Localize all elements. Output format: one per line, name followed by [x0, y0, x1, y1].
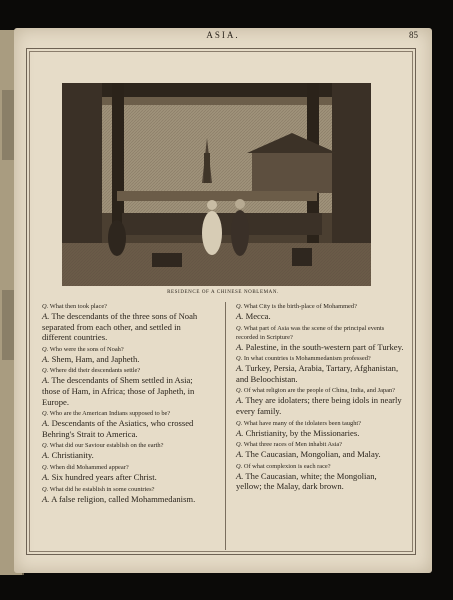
chinese-residence-engraving — [62, 83, 371, 286]
question: Q. Who are the American Indians supposed to be? — [42, 410, 171, 418]
question: Q. What did our Saviour establish on the earth? — [42, 442, 164, 450]
question: Q. What City is the birth-place of Mohammed? — [236, 303, 357, 310]
qa-item — [236, 354, 404, 384]
answer: A. Turkey, Persia, Arabia, Tartary, Afghanistan, and Beloochistan. — [236, 363, 399, 384]
qa-item — [42, 409, 210, 439]
question: Q. What have many of the idolaters been taught? — [236, 419, 361, 427]
question: Q. What then took place? — [42, 303, 108, 310]
answer: A. Descendants of the Asiatics, who crossed Behring's Strait to America. — [42, 418, 194, 439]
question: Q. In what countries is Mohammedanism professed? — [236, 355, 371, 363]
question: Q. Where did their descendants settle? — [42, 367, 141, 375]
answer: A. The Caucasian, white; the Mongolian, yellow; the Malay, dark brown. — [236, 470, 377, 492]
qa-item — [42, 441, 210, 461]
qa-item — [42, 463, 210, 483]
answer: A. A false religion, called Mohammedanism. — [42, 493, 196, 504]
question: Q. Who were the sons of Noah? — [42, 345, 124, 353]
illustration-caption: RESIDENCE OF A CHINESE NOBLEMAN. — [167, 290, 279, 295]
engraving-illustration — [62, 83, 371, 286]
qa-item — [236, 419, 404, 439]
qa-item — [236, 324, 404, 353]
left-column — [42, 302, 210, 506]
running-header: ASIA. — [206, 30, 240, 40]
book-page — [14, 28, 432, 573]
answer: A. Christianity. — [42, 450, 94, 461]
answer: A. Six hundred years after Christ. — [42, 471, 157, 482]
question: Q. What did he establish in some countries? — [42, 485, 155, 493]
qa-item — [42, 485, 210, 505]
answer: A. Christianity, by the Missionaries. — [236, 427, 360, 438]
answer: A. Mecca. — [236, 311, 271, 321]
question: Q. What part of Asia was the scene of the principal events recorded in Scripture? — [236, 324, 385, 341]
answer: A. They are idolaters; there being idols in nearly every family. — [236, 395, 402, 416]
qa-item — [42, 302, 210, 343]
qa-item — [236, 440, 404, 460]
question: Q. What three races of Men inhabit Asia? — [236, 441, 343, 449]
answer: A. Shem, Ham, and Japheth. — [42, 353, 140, 364]
right-column — [236, 302, 404, 494]
qa-item — [236, 462, 404, 492]
question: Q. When did Mohammed appear? — [42, 463, 129, 471]
answer: A. The descendants of Shem settled in Asia; those of Ham, in Africa; those of Japheth, in Europe. — [42, 375, 195, 407]
column-divider — [225, 302, 226, 550]
qa-item — [42, 345, 210, 365]
answer: A. The Caucasian, Mongolian, and Malay. — [236, 449, 381, 460]
qa-item — [236, 386, 404, 416]
answer: A. Palestine, in the south-western part of Turkey. — [236, 341, 404, 352]
qa-item — [42, 366, 210, 407]
question: Q. Of what complexion is each race? — [236, 462, 331, 470]
qa-item — [236, 302, 404, 322]
page-number: 85 — [409, 30, 418, 40]
question: Q. Of what religion are the people of China, India, and Japan? — [236, 387, 396, 395]
answer: A. The descendants of the three sons of Noah separated from each other, and settled in different countries. — [42, 311, 198, 343]
